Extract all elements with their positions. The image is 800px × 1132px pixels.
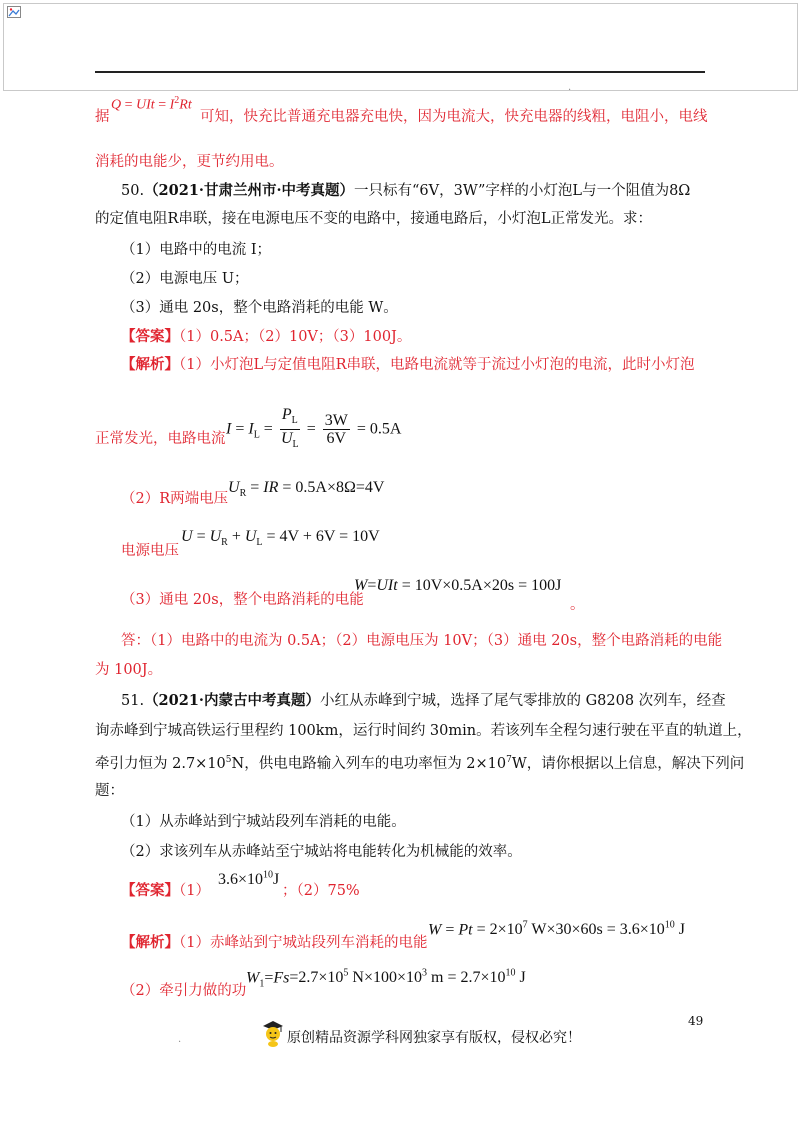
q51-answer-a: （1） <box>179 883 210 899</box>
q51-number: 51. <box>121 693 145 709</box>
q50-conclusion2: 为 100J。 <box>95 662 163 678</box>
q51-analysis1 <box>121 934 427 952</box>
q51-sub1: （1）从赤峰站到宁城站段列车消耗的电能。 <box>121 814 406 830</box>
p1-formula: Q = UIt = $I^2Rt$ <box>111 95 192 113</box>
q50-number: 50. <box>121 183 145 199</box>
q51-stem <box>121 692 726 710</box>
q51-answer-tag: 【答案】 <box>121 882 179 899</box>
q50-analysis4-end: 。 <box>570 597 585 613</box>
q51-answer <box>121 882 210 900</box>
q50-source: （2021·甘肃兰州市·中考真题） <box>144 182 355 199</box>
q50-analysis3: 电源电压 <box>121 543 179 559</box>
q51-eq-ans: $3.6\times 10^{10}J$ <box>218 870 280 889</box>
q50-answer-text: （1）0.5A；（2）10V；（3）100J。 <box>179 329 412 345</box>
q50-stem <box>121 182 690 200</box>
header-dot: . <box>568 82 572 93</box>
footer-copyright: 原创精品资源学科网独家享有版权，侵权必究！ <box>287 1030 581 1046</box>
header-frame <box>3 3 798 91</box>
q51-exp7: 7 <box>506 755 512 765</box>
header-rule <box>95 71 705 73</box>
q50-conclusion1: 答：（1）电路中的电流为 0.5A；（2）电源电压为 10V；（3）通电 20s，整个电路消耗的电能 <box>121 633 723 649</box>
q51-analysis2: （2）牵引力做的功 <box>121 983 247 999</box>
q51-line3 <box>95 751 744 773</box>
q51-line3a: 牵引力恒为 2.7×10 <box>95 755 226 772</box>
q51-line3c: W，请你根据以上信息，解决下列问 <box>511 755 745 772</box>
q51-line3b: N，供电电路输入列车的电功率恒为 2×10 <box>231 755 507 772</box>
q51-line2: 询赤峰到宁城高铁运行里程约 100km，运行时间约 30min。若该列车全程匀速行驶在平直的轨道上， <box>95 723 752 739</box>
q51-eq-w1: $W_1=Fs=2.7\times 10^5$ $N\times 100\times 10^3$ $m = 2.7\times 10^{10}$ J <box>246 968 526 990</box>
q50-ohm: Ω <box>678 183 691 199</box>
q51-answer-b: ；（2）75% <box>282 883 360 899</box>
q50-analysis-tag: 【解析】 <box>121 356 179 373</box>
q51-source: （2021·内蒙古中考真题） <box>144 692 320 709</box>
q50-answer-tag: 【答案】 <box>121 328 179 345</box>
q51-line4: 题： <box>95 783 124 799</box>
q50-stem1: 一只标有“6V，3W”字样的小灯泡L与一个阻值为8 <box>354 183 679 199</box>
footer-dot: . <box>178 1034 182 1045</box>
broken-image-icon <box>7 6 21 18</box>
q51-exp5: 5 <box>225 755 232 765</box>
q50-stem2: 的定值电阻R串联，接在电源电压不变的电路中，接通电路后，小灯泡L正常发光。求： <box>95 211 653 227</box>
graduate-mascot-icon <box>260 1018 286 1048</box>
q50-answer <box>121 328 411 346</box>
q50-eq-u: $U = U_R + U_L = 4V + 6V = 10V$ <box>181 528 380 549</box>
q50-sub1: （1）电路中的电流 I； <box>121 242 272 258</box>
q50-sub3: （3）通电 20s，整个电路消耗的电能 W。 <box>121 300 398 316</box>
q51-sub2: （2）求该列车从赤峰站至宁城站将电能转化为机械能的效率。 <box>121 844 522 860</box>
q51-analysis-tag: 【解析】 <box>121 934 179 951</box>
page-number: 49 <box>688 1014 704 1028</box>
p1-text2: 消耗的电能少，更节约用电。 <box>95 154 284 170</box>
q50-eq-ur: $U_R$ = IR = 0.5A×8Ω=4V <box>228 479 385 500</box>
q51-line1: 小红从赤峰到宁城，选择了尾气零排放的 G8208 次列车，经查 <box>319 693 726 709</box>
q51-analysis1-text: （1）赤峰站到宁城站段列车消耗的电能 <box>179 935 428 951</box>
p1-prefix: 据 <box>95 109 110 125</box>
q51-eq-w: $W = Pt = 2\times 10^7$ $W\times 30\times 60s = 3.6\times 10^{10}$ J <box>428 920 685 939</box>
q50-eq-current: $I = I_L$ = $\frac{P_L}{U_L}$ = $\frac{3W}{6V}$ = 0.5A <box>226 406 402 451</box>
q50-analysis1 <box>121 356 695 374</box>
q50-eq-w: W=UIt = 10V×0.5A×20s = 100J <box>354 577 562 594</box>
q50-sub2: （2）电源电压 U； <box>121 271 249 287</box>
q50-analysis1b: 正常发光，电路电流 <box>95 431 226 447</box>
q50-analysis1-text: （1）小灯泡L与定值电阻R串联，电路电流就等于流过小灯泡的电流，此时小灯泡 <box>179 357 695 373</box>
q50-analysis2: （2）R两端电压 <box>121 491 229 507</box>
q50-analysis4: （3）通电 20s，整个电路消耗的电能 <box>121 592 364 608</box>
p1-text: 可知，快充比普通充电器充电快，因为电流大，快充电器的线粗，电阻小，电线 <box>200 109 708 125</box>
